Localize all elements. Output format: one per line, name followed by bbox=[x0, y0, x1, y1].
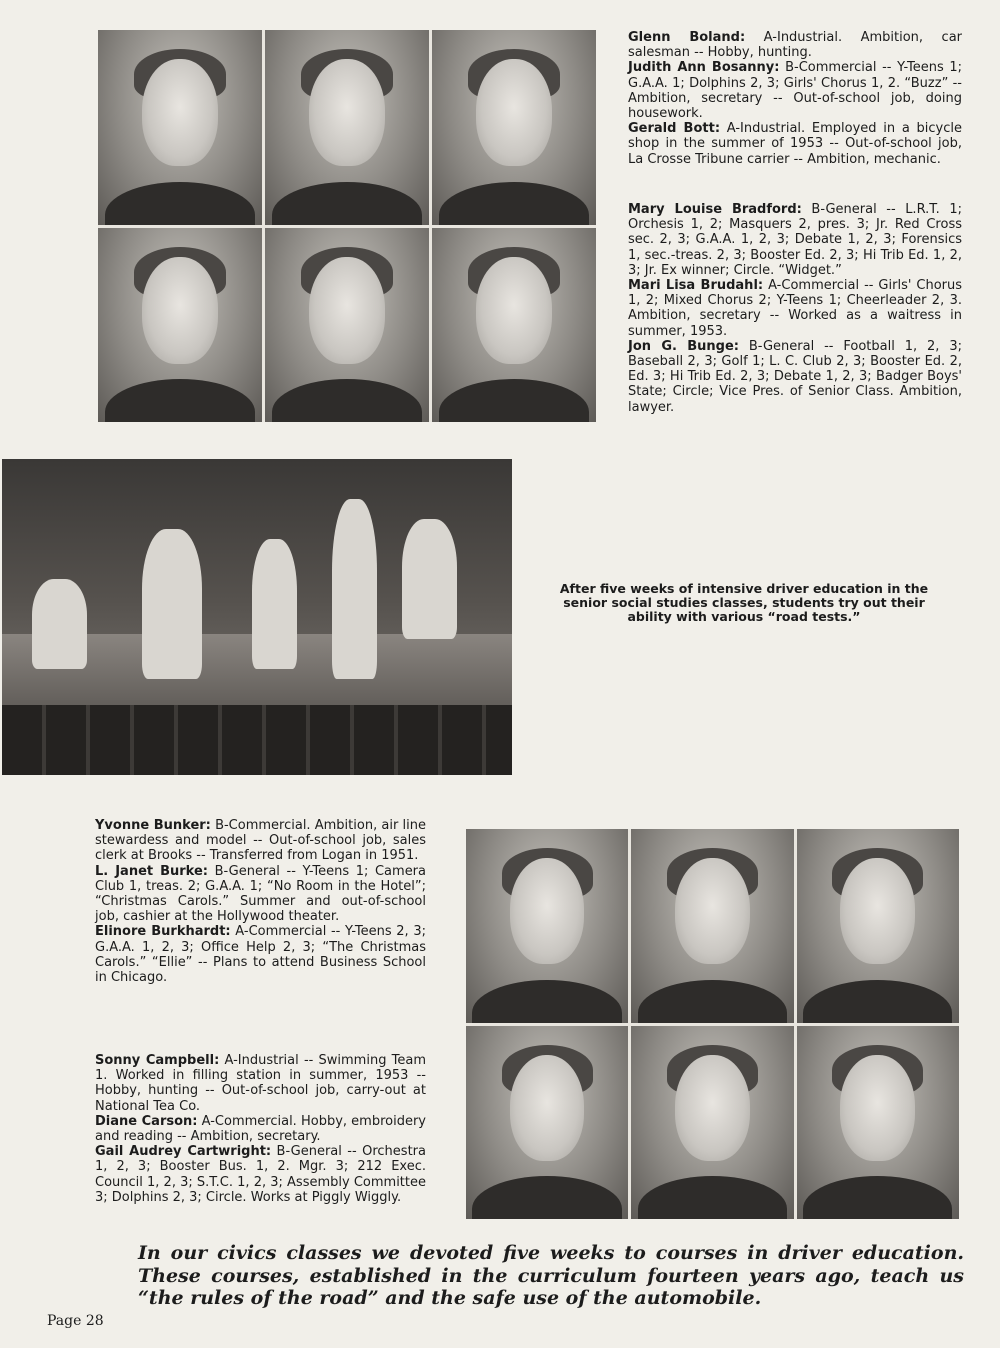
bio-column-low-1 bbox=[95, 818, 426, 985]
portrait-photo bbox=[797, 1026, 959, 1220]
bio-column-low-2 bbox=[95, 1053, 426, 1205]
bio-entry: Glenn Boland: A-Industrial. Ambition, car salesman -- Hobby, hunting. bbox=[628, 30, 962, 61]
bio-entry: Elinore Burkhardt: A-Commercial -- Y-Teens 2, 3; G.A.A. 1, 2, 3; Office Help 2, 3; “The Christmas Carols.” “Ellie” -- Plans to attend Business School in Chicago. bbox=[95, 924, 426, 986]
portrait-photo bbox=[432, 30, 596, 225]
portrait-photo bbox=[631, 1026, 793, 1220]
portrait-photo bbox=[265, 30, 429, 225]
bio-entry: Gerald Bott: A-Industrial. Employed in a bicycle shop in the summer of 1953 -- Out-of-school job, La Crosse Tribune carrier -- Ambition, mechanic. bbox=[628, 121, 962, 167]
bio-entry: Yvonne Bunker: B-Commercial. Ambition, air line stewardess and model -- Out-of-school job, sales clerk at Brooks -- Transferred from Logan in 1951. bbox=[95, 818, 426, 864]
bio-entry: Gail Audrey Cartwright: B-General -- Orchestra 1, 2, 3; Booster Bus. 1, 2. Mgr. 3; 212 Exec. Council 1, 2, 3; S.T.C. 1, 2, 3; Assembly Committee 3; Dolphins 2, 3; Circle. Works at Piggly Wiggly. bbox=[95, 1144, 426, 1205]
portrait-photo bbox=[98, 228, 262, 423]
portrait-photo bbox=[797, 829, 959, 1023]
portrait-photo bbox=[265, 228, 429, 423]
bio-entry: Mari Lisa Brudahl: A-Commercial -- Girls' Chorus 1, 2; Mixed Chorus 2; Y-Teens 1; Cheerleader 2, 3. Ambition, secretary -- Worked as a waitress in summer, 1953. bbox=[628, 278, 962, 339]
bio-entry: Judith Ann Bosanny: B-Commercial -- Y-Teens 1; G.A.A. 1; Dolphins 2, 3; Girls' Chorus 1, 2. “Buzz” -- Ambition, secretary -- Out-of-school job, doing housework. bbox=[628, 60, 962, 122]
photo-caption: After five weeks of intensive driver education in the senior social studies classes, students try out their ability with various “road tests.” bbox=[559, 581, 929, 624]
portrait-photo bbox=[466, 1026, 628, 1220]
footer-paragraph: In our civics classes we devoted five weeks to courses in driver education. These courses, established in the curriculum fourteen years ago, teach us “the rules of the road” and the safe use of the automobile. bbox=[138, 1242, 964, 1309]
page-number: Page 28 bbox=[47, 1313, 104, 1329]
bio-entry: Diane Carson: A-Commercial. Hobby, embroidery and reading -- Ambition, secretary. bbox=[95, 1113, 426, 1145]
portrait-photo bbox=[432, 228, 596, 423]
portrait-grid-top bbox=[98, 30, 596, 422]
portrait-photo bbox=[631, 829, 793, 1023]
bio-column-top bbox=[628, 30, 962, 167]
portrait-photo bbox=[466, 829, 628, 1023]
portrait-grid-bottom bbox=[466, 829, 959, 1219]
portrait-photo bbox=[98, 30, 262, 225]
bio-entry: Sonny Campbell: A-Industrial -- Swimming Team 1. Worked in filling station in summer, 1953 -- Hobby, hunting -- Out-of-school job, carry-out at National Tea Co. bbox=[95, 1053, 427, 1114]
driver-education-photo bbox=[2, 459, 512, 775]
bio-entry: Mary Louise Bradford: B-General -- L.R.T. 1; Orchesis 1, 2; Masquers 2, pres. 3; Jr. Red Cross sec. 2, 3; G.A.A. 1, 2, 3; Debate 1, 2, 3; Forensics 1, sec.-treas. 2, 3; Booster Ed. 2, 3; Hi Trib Ed. 1, 2, 3; Jr. Ex winner; Circle. “Widget.” bbox=[628, 202, 962, 278]
bio-column-mid bbox=[628, 202, 962, 415]
bio-entry: Jon G. Bunge: B-General -- Football 1, 2, 3; Baseball 2, 3; Golf 1; L. C. Club 2, 3; Booster Ed. 2, Ed. 3; Hi Trib Ed. 2, 3; Debate 1, 2, 3; Badger Boys' State; Circle; Vice Pres. of Senior Class. Ambition, lawyer. bbox=[628, 338, 962, 415]
bio-entry: L. Janet Burke: B-General -- Y-Teens 1; Camera Club 1, treas. 2; G.A.A. 1; “No Room in the Hotel”; “Christmas Carols.” Summer and out-of-school job, cashier at the Hollywood theater. bbox=[95, 863, 426, 925]
